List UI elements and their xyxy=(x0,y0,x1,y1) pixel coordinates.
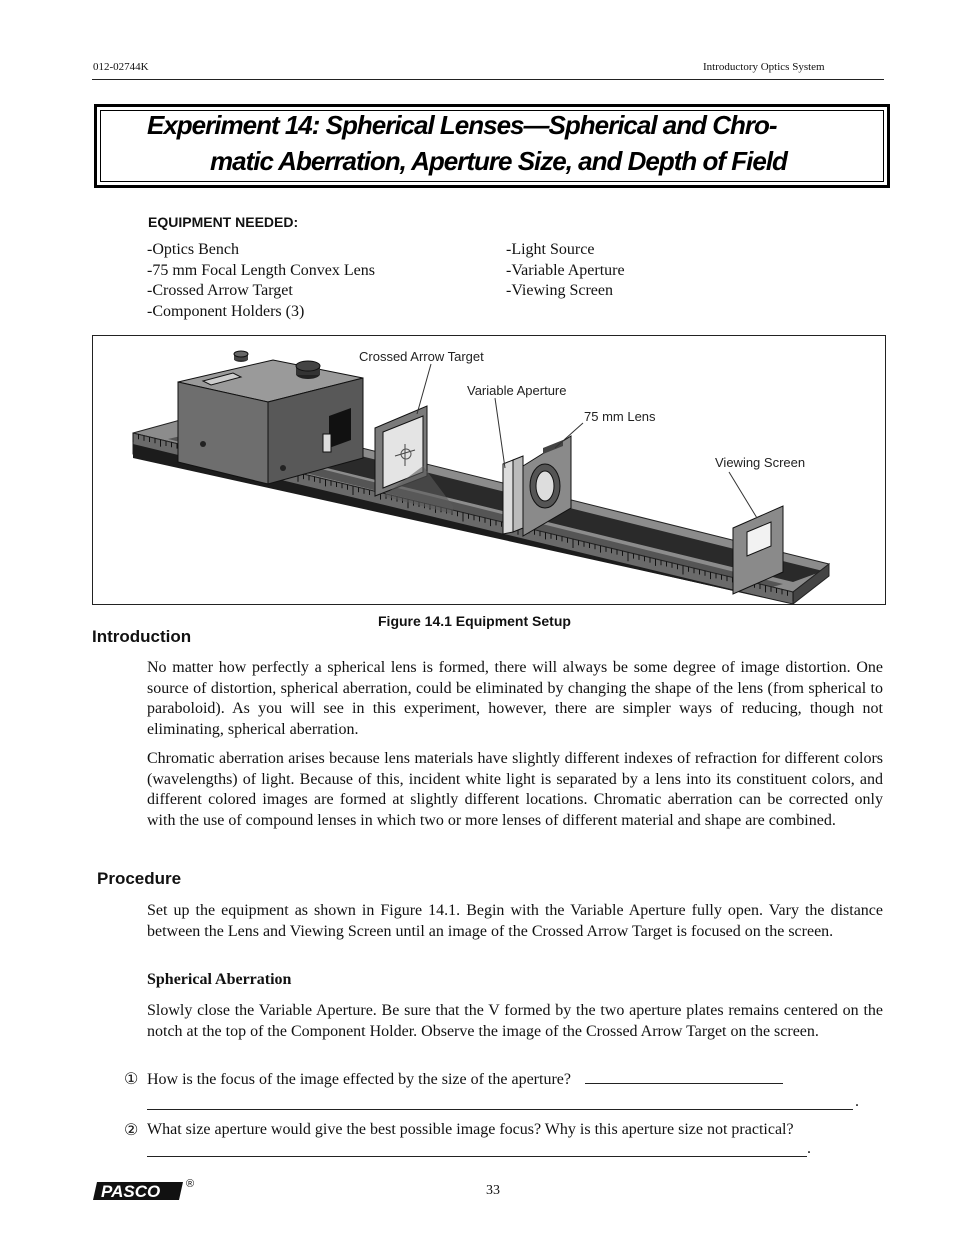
product-name: Introductory Optics System xyxy=(703,61,825,73)
equipment-heading: EQUIPMENT NEEDED: xyxy=(148,214,299,230)
answer-2-period: . xyxy=(807,1140,811,1157)
answer-2-line[interactable] xyxy=(147,1156,807,1157)
registered-mark: ® xyxy=(186,1178,195,1190)
page-title-line-1: Experiment 14: Spherical Lenses—Spherical and Chro- xyxy=(147,110,777,140)
pasco-logo xyxy=(93,1180,183,1202)
introduction-paragraph-1: No matter how perfectly a spherical lens is formed, there will always be some degree of image distortion. One source of distortion, spherical aberration, could be eliminated by changing the shape of the lens (from spherical to paraboloid). As you will see in this experiment, however, there are simpler ways of reducing, though not eliminating, spherical aberration. xyxy=(147,659,883,738)
page-title-line-2: matic Aberration, Aperture Size, and Depth of Field xyxy=(210,146,787,176)
introduction-paragraph-2: Chromatic aberration arises because lens materials have slightly different indexes of refraction for different colors (wavelengths) of light. Because of this, incident white light is separated by a lens into its constituent colors, and different colored images are formed at slightly different locations. Chromatic aberration can be corrected only with the use of compound lenses in which two or more lenses of different material and shape are combined. xyxy=(147,750,883,829)
pasco-logo-text: PASCO xyxy=(101,1182,161,1201)
equipment-item: -Viewing Screen xyxy=(506,282,613,300)
equipment-item: -Crossed Arrow Target xyxy=(147,282,293,300)
label-variable-aperture: Variable Aperture xyxy=(467,383,567,398)
equipment-item: -75 mm Focal Length Convex Lens xyxy=(147,261,375,279)
equipment-figure xyxy=(92,335,886,605)
answer-1-blank[interactable] xyxy=(585,1069,783,1084)
equipment-setup-illustration xyxy=(93,336,885,604)
doc-number: 012-02744K xyxy=(93,61,149,73)
equipment-item: -Component Holders (3) xyxy=(147,303,305,321)
question-2-marker: ② xyxy=(124,1122,139,1139)
equipment-item: -Light Source xyxy=(506,241,595,258)
procedure-paragraph-2: Slowly close the Variable Aperture. Be sure that the V formed by the two aperture plates remains centered on the notch at the top of the Component Holder. Observe the image of the Crossed Arrow Target on the screen. xyxy=(147,1002,883,1040)
answer-1-line[interactable] xyxy=(147,1109,853,1110)
header-rule xyxy=(92,79,884,80)
label-crossed-arrow-target: Crossed Arrow Target xyxy=(359,349,484,364)
pasco-logo-mark xyxy=(93,1180,183,1202)
figure-caption: Figure 14.1 Equipment Setup xyxy=(378,613,571,629)
introduction-heading: Introduction xyxy=(92,627,192,646)
question-1 xyxy=(147,1069,883,1091)
question-1-marker: ① xyxy=(124,1071,139,1088)
equipment-list-left xyxy=(147,240,375,323)
equipment-list-right xyxy=(506,240,625,302)
question-2 xyxy=(147,1120,883,1141)
procedure-paragraph-1: Set up the equipment as shown in Figure 14.1. Begin with the Variable Aperture fully open. Vary the distance between the Lens and Viewing Screen until an image of the Crossed Arrow Target is focused on the screen. xyxy=(147,902,883,940)
answer-1-period: . xyxy=(855,1093,859,1110)
equipment-item: -Variable Aperture xyxy=(506,261,625,279)
label-viewing-screen: Viewing Screen xyxy=(715,455,806,470)
spherical-aberration-heading: Spherical Aberration xyxy=(147,971,292,988)
procedure-heading: Procedure xyxy=(97,869,182,888)
page-number: 33 xyxy=(486,1183,500,1198)
label-lens: 75 mm Lens xyxy=(584,409,656,424)
question-1-text: How is the focus of the image effected by the size of the aperture? xyxy=(147,1071,571,1088)
question-2-text: What size aperture would give the best possible image focus? Why is this aperture size not practical? xyxy=(147,1121,794,1138)
equipment-item: -Optics Bench xyxy=(147,241,239,258)
